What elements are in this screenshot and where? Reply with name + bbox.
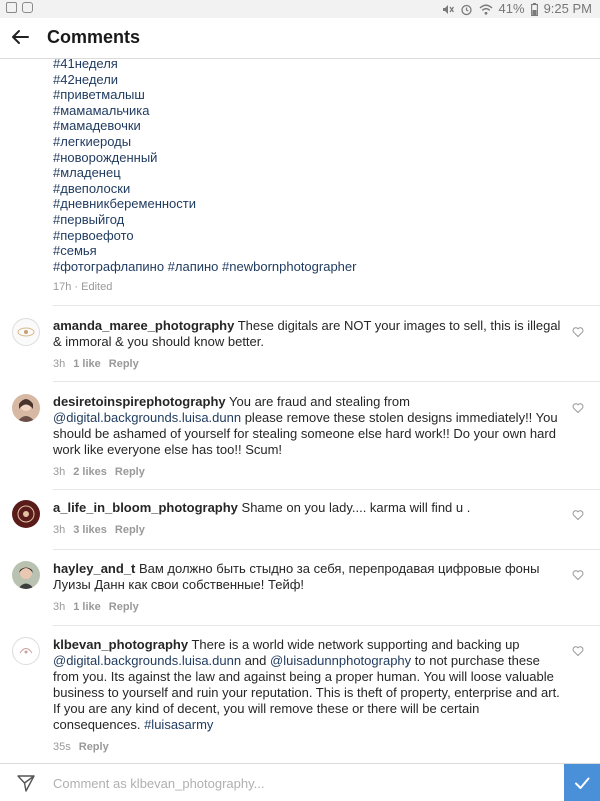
alarm-icon — [460, 3, 473, 16]
comment-time: 3h — [53, 524, 66, 536]
reply-button[interactable]: Reply — [108, 358, 139, 370]
comment-body — [53, 318, 563, 372]
comment-time: 3h — [53, 358, 66, 370]
page-title: Comments — [47, 27, 141, 47]
comment-text: You are fraud and stealing from — [225, 394, 410, 409]
hashtag-link[interactable]: #luisasarmy — [144, 717, 214, 732]
comment-text: and — [241, 653, 271, 668]
comment-meta — [53, 522, 563, 538]
mention-link[interactable]: @luisadunnphotography — [270, 653, 412, 668]
instagram-icon — [22, 2, 33, 13]
comment-body — [53, 561, 563, 615]
likes-count[interactable]: 2 likes — [73, 466, 107, 478]
reply-button[interactable]: Reply — [114, 466, 145, 478]
comment-username[interactable]: amanda_maree_photography — [53, 318, 235, 333]
comment-username[interactable]: klbevan_photography — [53, 637, 189, 652]
hashtag-link[interactable]: #семья — [53, 243, 97, 259]
hashtag-link[interactable]: #фотографлапино #лапино #newbornphotographer — [53, 258, 357, 274]
hashtag-link[interactable]: #мамамальчика — [53, 102, 150, 118]
comment-text: These digitals are NOT your images to sell, this is illegal & immoral & you should know better. — [53, 318, 561, 349]
comment-body — [53, 500, 563, 538]
reply-button[interactable]: Reply — [108, 601, 139, 613]
post-button[interactable] — [564, 764, 600, 801]
mute-icon — [441, 3, 454, 16]
hashtag-link[interactable]: #мамадевочки — [53, 118, 141, 134]
mention-link[interactable]: @digital.backgrounds.luisa.dunn — [53, 410, 242, 425]
clock: 9:25 PM — [543, 1, 592, 16]
caption-meta: 17h · Edited — [53, 281, 113, 294]
hashtag-link[interactable]: #дневникбеременности — [53, 196, 197, 212]
hashtag-link[interactable]: #первоефото — [53, 227, 134, 243]
divider — [53, 305, 600, 306]
checkmark-icon — [573, 774, 591, 792]
heart-icon[interactable] — [572, 509, 584, 521]
comment-meta — [53, 356, 563, 372]
reply-button[interactable]: Reply — [78, 741, 109, 753]
hashtag-link[interactable]: #новорожденный — [53, 149, 158, 165]
comment-time: 3h — [53, 466, 66, 478]
comment-username[interactable]: a_life_in_bloom_photography — [53, 500, 238, 515]
hashtag-link[interactable]: #41неделя — [53, 56, 118, 71]
likes-count[interactable]: 1 like — [73, 358, 101, 370]
hashtag-link[interactable]: #первыйгод — [53, 211, 125, 227]
hashtag-link[interactable]: #младенец — [53, 165, 121, 181]
avatar[interactable] — [12, 561, 40, 589]
heart-icon[interactable] — [572, 569, 584, 581]
avatar[interactable] — [12, 318, 40, 346]
paper-plane-icon[interactable] — [16, 773, 36, 793]
avatar[interactable] — [12, 394, 40, 422]
divider — [53, 381, 600, 382]
battery-percent: 41% — [498, 1, 525, 16]
post-caption — [53, 56, 573, 293]
hashtag-link[interactable]: #приветмалыш — [53, 87, 145, 103]
comment-meta — [53, 464, 563, 480]
divider — [53, 625, 600, 626]
hashtag-link[interactable]: #легкиероды — [53, 133, 132, 149]
hashtag-link[interactable]: #двеполоски — [53, 180, 131, 196]
comment-text: to not purchase these from you. Its against the law and against being a proper human. You will loose valuable business to yourself and ruin your reputation. This is theft of property, enterprise and art. If you are any kind of decent, you will remove these or there will be certain consequences. — [53, 653, 560, 732]
comment-meta — [53, 599, 563, 615]
reply-button[interactable]: Reply — [114, 524, 145, 536]
heart-icon[interactable] — [572, 402, 584, 414]
avatar[interactable] — [12, 500, 40, 528]
hashtag-link[interactable]: #42недели — [53, 71, 119, 87]
divider — [53, 489, 600, 490]
heart-icon[interactable] — [572, 326, 584, 338]
wifi-icon — [479, 3, 493, 16]
top-app-bar — [0, 18, 600, 59]
heart-icon[interactable] — [572, 645, 584, 657]
comment-input[interactable] — [53, 773, 493, 793]
comment-body — [53, 637, 563, 755]
comment-body — [53, 394, 563, 480]
comment-username[interactable]: hayley_and_t — [53, 561, 136, 576]
comment-username[interactable]: desiretoinspirephotography — [53, 394, 226, 409]
comment-meta — [53, 739, 563, 755]
status-bar — [0, 0, 600, 18]
arrow-left-icon[interactable] — [10, 27, 30, 47]
comment-time: 3h — [53, 601, 66, 613]
comment-text: Shame on you lady.... karma will find u . — [237, 500, 471, 515]
comment-text: please remove these stolen designs immediately!! You should be ashamed of yourself for stealing someone else hard work!! Do your own hard work like everyone else has too!! Scum! — [53, 410, 558, 457]
gallery-icon — [6, 2, 17, 13]
battery-icon — [531, 3, 538, 16]
likes-count[interactable]: 1 like — [73, 601, 101, 613]
mention-link[interactable]: @digital.backgrounds.luisa.dunn — [53, 653, 242, 668]
likes-count[interactable]: 3 likes — [73, 524, 107, 536]
comment-composer — [0, 763, 600, 801]
avatar[interactable] — [12, 637, 40, 665]
divider — [53, 549, 600, 550]
comment-time: 35s — [53, 741, 71, 753]
comment-text: Вам должно быть стыдно за себя, перепродавая цифровые фоны Луизы Данн как свои собственные! Тейф! — [53, 561, 540, 592]
comment-text: There is a world wide network supporting and backing up — [188, 637, 520, 652]
